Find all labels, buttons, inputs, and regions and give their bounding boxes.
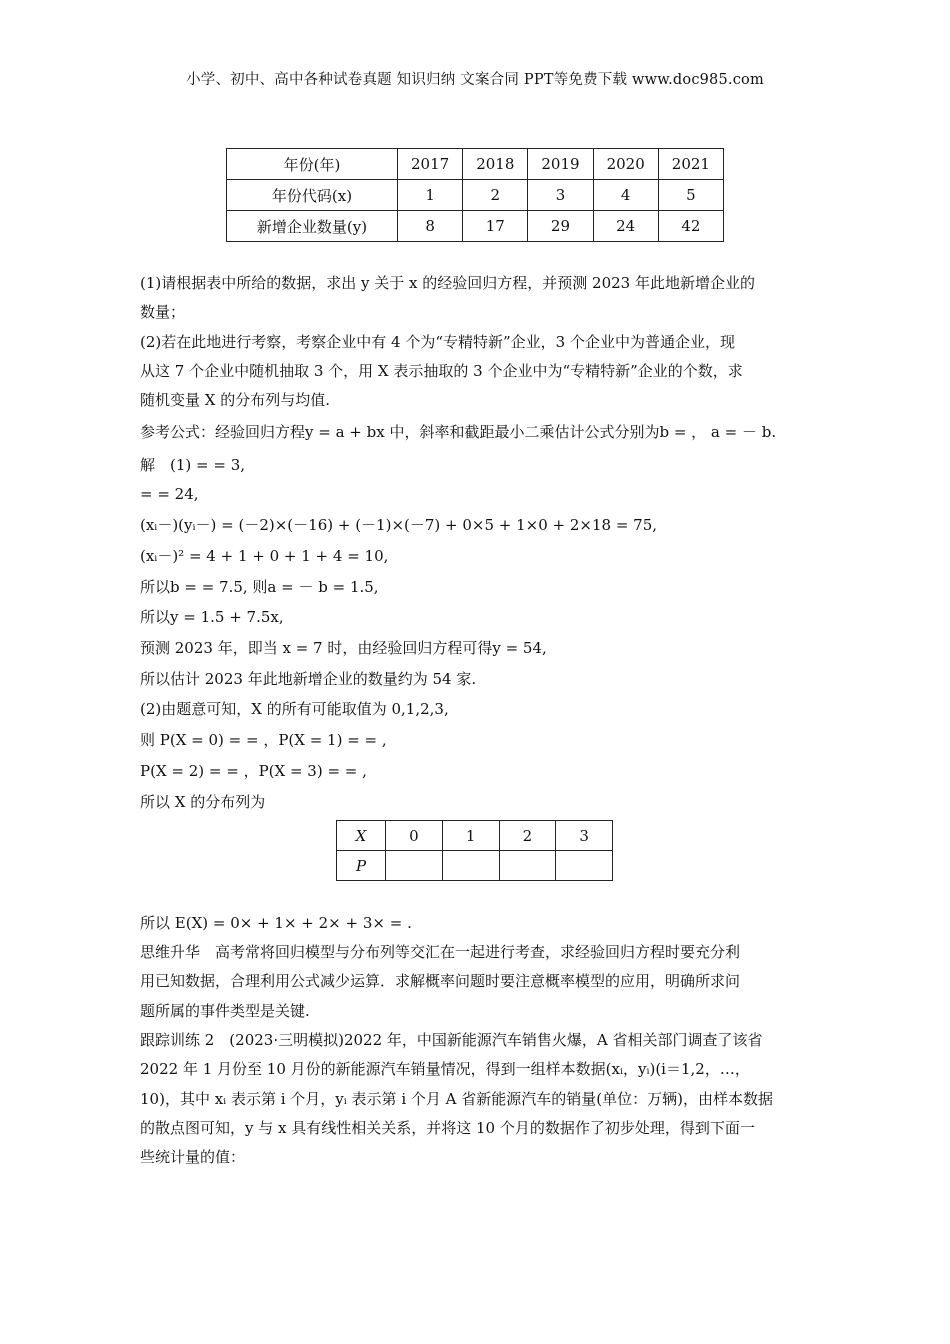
solution-line: 预测 2023 年，即当 x = 7 时，由经验回归方程可得y = 54, (140, 639, 547, 657)
solution-line: 所以 X 的分布列为 (140, 793, 266, 811)
solution-line: 所以y = 1.5 + 7.5x, (140, 608, 284, 626)
solution-line: (xᵢ－)(yᵢ－) = (－2)×(－16) + (－1)×(－7) + 0×5 + 1×0 + 2×18 = 75, (140, 516, 658, 534)
table-cell: 4 (593, 180, 658, 211)
table-cell: 0 (386, 821, 443, 851)
table-cell: 2021 (658, 149, 723, 180)
question-line: 数量； (140, 303, 186, 321)
solution-line: 则 P(X = 0) = = ，P(X = 1) = = , (140, 731, 387, 749)
summary-line: 思维升华 高考常将回归模型与分布列等交汇在一起进行考查，求经验回归方程时要充分利 (140, 943, 741, 961)
table-row (227, 149, 724, 180)
question-line: (1)请根据表中所给的数据，求出 y 关于 x 的经验回归方程，并预测 2023 年此地新增企业的 (140, 274, 755, 292)
table-cell: 2020 (593, 149, 658, 180)
table-cell (499, 851, 556, 881)
table-row (337, 821, 613, 851)
table-cell: 29 (528, 211, 593, 242)
table-cell: 1 (398, 180, 463, 211)
table-cell: P (337, 851, 386, 881)
table-cell: 24 (593, 211, 658, 242)
table-cell: X (337, 821, 386, 851)
table-row (227, 211, 724, 242)
summary-line: 题所属的事件类型是关键. (140, 1002, 310, 1020)
exercise-line: 2022 年 1 月份至 10 月份的新能源汽车销量情况，得到一组样本数据(xᵢ，yᵢ)(i＝1,2，…， (140, 1060, 750, 1078)
year-data-table (226, 148, 724, 242)
exercise-line: 的散点图可知，y 与 x 具有线性相关关系，并将这 10 个月的数据作了初步处理，得到下面一 (140, 1119, 755, 1137)
table-cell (386, 851, 443, 881)
table-cell: 2 (499, 821, 556, 851)
solution-line: 所以估计 2023 年此地新增企业的数量约为 54 家. (140, 670, 477, 688)
solution-line: (xᵢ－)² = 4 + 1 + 0 + 1 + 4 = 10, (140, 547, 389, 565)
solution-line: (2)由题意可知，X 的所有可能取值为 0,1,2,3, (140, 700, 449, 718)
question-line: 从这 7 个企业中随机抽取 3 个，用 X 表示抽取的 3 个企业中为“专精特新”企业的个数，求 (140, 362, 743, 380)
summary-line: 用已知数据，合理利用公式减少运算．求解概率问题时要注意概率模型的应用，明确所求问 (140, 972, 741, 990)
table-cell: 2019 (528, 149, 593, 180)
question-line: 随机变量 X 的分布列与均值. (140, 391, 330, 409)
exercise-line: 10)，其中 xᵢ 表示第 i 个月，yᵢ 表示第 i 个月 A 省新能源汽车的销量(单位：万辆)，由样本数据 (140, 1090, 773, 1108)
table-cell: 8 (398, 211, 463, 242)
table-cell: 5 (658, 180, 723, 211)
solution-line: P(X = 2) = = ，P(X = 3) = = , (140, 762, 367, 780)
table-cell: 2018 (463, 149, 528, 180)
table-cell: 2017 (398, 149, 463, 180)
solution-line: 所以 E(X) = 0× + 1× + 2× + 3× = . (140, 914, 412, 932)
table-cell (556, 851, 613, 881)
table-cell: 3 (556, 821, 613, 851)
question-line: (2)若在此地进行考察，考察企业中有 4 个为“专精特新”企业，3 个企业中为普通企业，现 (140, 333, 735, 351)
table-cell: 42 (658, 211, 723, 242)
table-cell: 17 (463, 211, 528, 242)
page-header: 小学、初中、高中各种试卷真题 知识归纳 文案合同 PPT等免费下载 www.doc985.com (186, 72, 764, 88)
table-cell (442, 851, 499, 881)
table-row (337, 851, 613, 881)
table-cell: 2 (463, 180, 528, 211)
exercise-line: 些统计量的值： (140, 1148, 246, 1166)
formula-hint: 参考公式：经验回归方程y = a + bx 中，斜率和截距最小二乘估计公式分别为b = ， a = － b. (140, 423, 777, 441)
table-cell: 新增企业数量(y) (227, 211, 398, 242)
solution-line: 所以b = = 7.5, 则a = － b = 1.5, (140, 578, 379, 596)
table-cell: 3 (528, 180, 593, 211)
table-row (227, 180, 724, 211)
solution-line: = = 24, (140, 485, 199, 503)
table-cell: 年份代码(x) (227, 180, 398, 211)
solution-line: 解 (1) = = 3, (140, 456, 246, 474)
exercise-line: 跟踪训练 2 (2023·三明模拟)2022 年，中国新能源汽车销售火爆，A 省相关部门调查了该省 (140, 1031, 763, 1049)
distribution-table (336, 820, 613, 881)
table-cell: 1 (442, 821, 499, 851)
table-cell: 年份(年) (227, 149, 398, 180)
